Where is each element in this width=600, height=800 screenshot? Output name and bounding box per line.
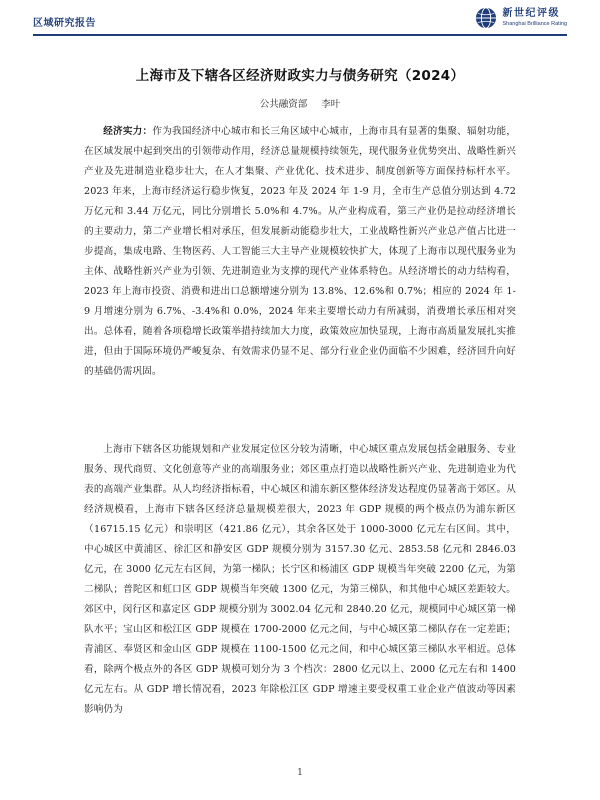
section-label: 区域研究报告 <box>33 18 96 29</box>
department-name: 公共融资部 <box>259 99 308 110</box>
globe-logo-icon <box>475 7 497 29</box>
logo-name-en: Shanghai Brilliance Rating <box>502 21 567 27</box>
paragraph-body: 作为我国经济中心城市和长三角区域中心城市，上海市具有显著的集聚、辐射功能，在区域发展中起到突出的引领带动作用，经济总量规模持续领先，现代服务业优势突出、战略性新兴产业及先进制造业稳步壮大，在人才集聚、产业优化、技术进步、制度创新等方面保持标杆水平。2023 年来，上海市经济运行稳步恢复，2023 年及 2024 年 1-9 月，全市生产总值分别达到 4.72 万亿元和 3.44 万亿元，同比分别增长 5.0%和 4.7%。从产业构成看，第三产业仍是拉动经济增长的主要动力，第二产业增长相对承压，但发展新动能稳步壮大，工业战略性新兴产业总产值占比进一步提高，集成电路、生物医药、人工智能三大主导产业规模较快扩大，体现了上海市以现代服务业为主体、战略性新兴产业为引领、先进制造业为支撑的现代产业体系特色。从经济增长的动力结构看，2023 年上海市投资、消费和进出口总额增速分别为 13.8%、12.6%和 0.7%；相应的 2024 年 1-9 月增速分别为 6.7%、-3.4%和 0.0%，2024 年来主要增长动力有所减弱，消费增长承压相对突出。总体看，随着各项稳增长政策举措持续加大力度，政策效应加快显现，上海市高质量发展扎实推进，但由于国际环境仍严峻复杂、有效需求仍显不足、部分行业企业仍面临不少困难，经济回升向好的基础仍需巩固。 <box>84 126 517 377</box>
paragraph-economic-strength <box>84 122 516 382</box>
page-number: 1 <box>297 768 303 778</box>
header-divider <box>33 34 567 36</box>
document-title: 上海市及下辖各区经济财政实力与债务研究（2024） <box>135 68 465 84</box>
logo-name-cn: 新世纪评级 <box>502 8 560 19</box>
brand-logo <box>475 3 567 33</box>
page-header <box>33 0 567 36</box>
author-line <box>33 96 567 110</box>
paragraph-district-overview: 上海市下辖各区功能规划和产业发展定位区分较为清晰，中心城区重点发展包括金融服务、专业服务、现代商贸、文化创意等产业的高端服务业；郊区重点打造以战略性新兴产业、先进制造业为代表的高端产业集群。从人均经济指标看，中心城区和浦东新区整体经济发达程度仍显著高于郊区。从经济规模看，上海市下辖各区经济总量规模差很大，2023 年 GDP 规模的两个极点仍为浦东新区（16715.15 亿元）和崇明区（421.86 亿元），其余各区处于 1000-3000 亿元左右区间。其中，中心城区中黄浦区、徐汇区和静安区 GDP 规模分别为 3157.30 亿元、2853.58 亿元和 2846.03 亿元，在 3000 亿元左右区间，为第一梯队；长宁区和杨浦区 GDP 规模当年突破 2200 亿元，为第二梯队；普陀区和虹口区 GDP 规模当年突破 1300 亿元，为第三梯队，和其他中心城区差距较大。郊区中，闵行区和嘉定区 GDP 规模分别为 3002.04 亿元和 2840.20 亿元，规模同中心城区第一梯队水平；宝山区和松江区 GDP 规模在 1700-2000 亿元之间，与中心城区第二梯队存在一定差距；青浦区、奉贤区和金山区 GDP 规模在 1100-1500 亿元之间，和中心城区第三梯队水平相近。总体看，除两个极点外的各区 GDP 规模可划分为 3 个档次：2800 亿元以上、2000 亿元左右和 1400 亿元左右。从 GDP 增长情况看，2023 年除松江区 GDP 增速主要受权重工业企业产值波动等因素影响仍为 <box>84 444 516 715</box>
paragraph-lead: 经济实力： <box>103 126 153 137</box>
author-name: 李叶 <box>321 99 341 110</box>
